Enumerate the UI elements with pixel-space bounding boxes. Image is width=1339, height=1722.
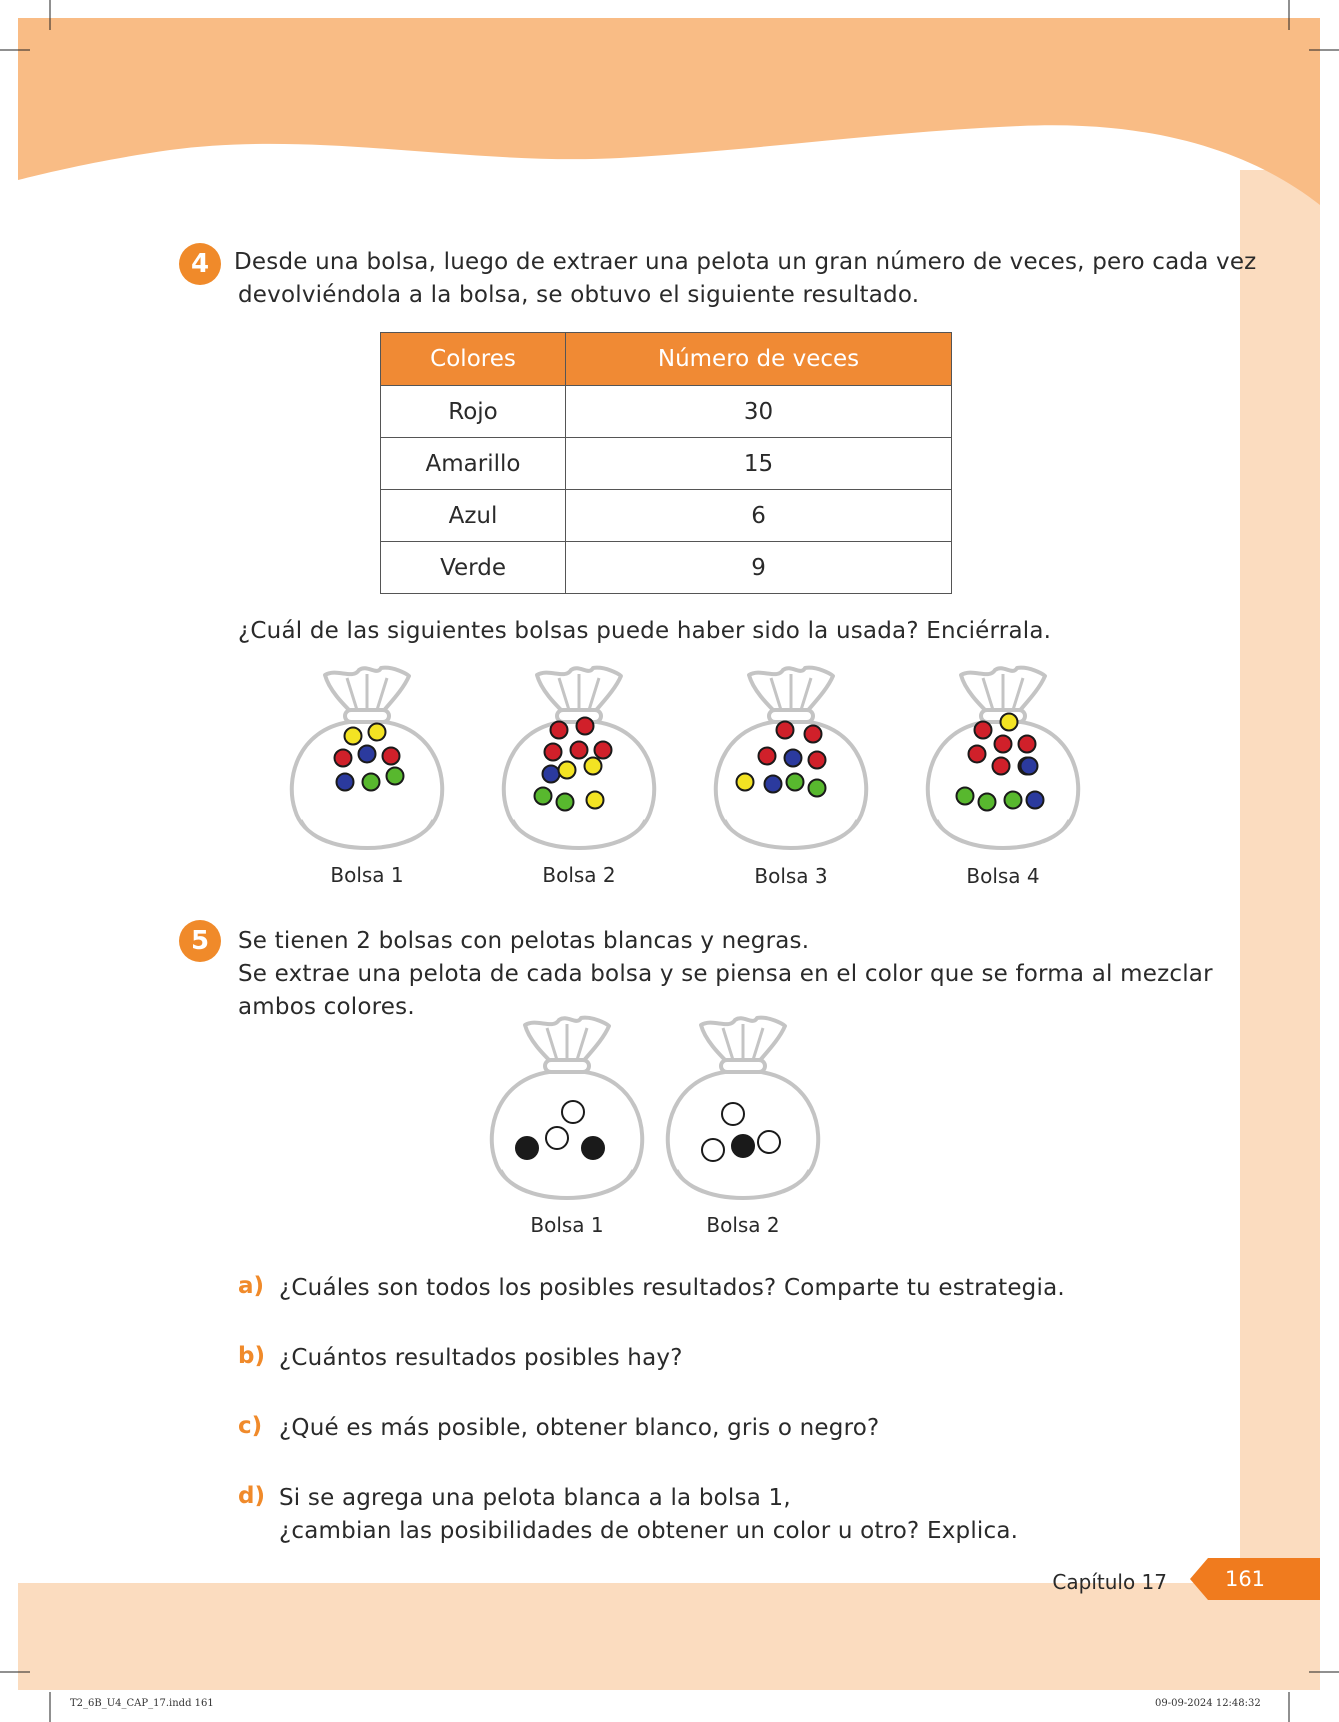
q4-text-line1: Desde una bolsa, luego de extraer una pelota un gran número de veces, pero cada vez	[234, 249, 1257, 275]
ball-red	[809, 752, 826, 769]
ball-green	[363, 774, 380, 791]
ball-red	[577, 718, 594, 735]
ball-red	[969, 746, 986, 763]
q5-bag-label-2: Bolsa 2	[706, 1213, 780, 1237]
ball-yellow	[345, 728, 362, 745]
ball-red	[335, 750, 352, 767]
ball-green	[387, 768, 404, 785]
ball-green	[557, 794, 574, 811]
subq-d-text-line2: ¿cambian las posibilidades de obtener un color u otro? Explica.	[279, 1518, 1019, 1544]
q4-question: ¿Cuál de las siguientes bolsas puede haber sido la usada? Enciérrala.	[238, 618, 1052, 644]
table-cell-color: Azul	[381, 490, 566, 542]
ball-yellow	[737, 774, 754, 791]
q5-line1: Se tienen 2 bolsas con pelotas blancas y negras.	[238, 928, 810, 954]
bag-label-3: Bolsa 3	[754, 864, 828, 888]
question-number-4: 4	[179, 243, 221, 285]
table-row	[381, 490, 952, 542]
subq-b-text: ¿Cuántos resultados posibles hay?	[279, 1345, 683, 1371]
page-number: 161	[1224, 1567, 1266, 1591]
table-row	[381, 438, 952, 490]
table-cell-count: 30	[566, 386, 952, 438]
ball-white	[562, 1101, 584, 1123]
table-row	[381, 542, 952, 594]
ball-blue	[359, 746, 376, 763]
ball-yellow	[585, 758, 602, 775]
ball-red	[975, 722, 992, 739]
table-cell-color: Amarillo	[381, 438, 566, 490]
ball-yellow	[1001, 714, 1018, 731]
q4-text-line2: devolviéndola a la bolsa, se obtuvo el siguiente resultado.	[238, 282, 920, 308]
table-row	[381, 386, 952, 438]
ball-blue	[337, 774, 354, 791]
frequency-table	[380, 332, 952, 594]
subq-c-text: ¿Qué es más posible, obtener blanco, gris o negro?	[279, 1415, 880, 1441]
ball-red	[1019, 736, 1036, 753]
ball-blue	[1021, 758, 1038, 775]
print-slug-date: 09-09-2024 12:48:32	[1155, 1698, 1261, 1709]
ball-blue	[1027, 792, 1044, 809]
ball-black	[582, 1137, 604, 1159]
ball-blue	[543, 766, 560, 783]
q4-bags-illustration[interactable]	[0, 660, 1339, 860]
ball-red	[993, 758, 1010, 775]
ball-green	[535, 788, 552, 805]
ball-yellow	[559, 762, 576, 779]
ball-black	[732, 1135, 754, 1157]
table-header-numero: Número de veces	[566, 333, 952, 386]
ball-red	[545, 744, 562, 761]
question-number-5: 5	[179, 920, 221, 962]
ball-red	[571, 742, 588, 759]
bag-label-4: Bolsa 4	[966, 864, 1040, 888]
table-cell-count: 15	[566, 438, 952, 490]
table-cell-count: 9	[566, 542, 952, 594]
chapter-label: Capítulo 17	[1052, 1570, 1167, 1594]
ball-white	[758, 1131, 780, 1153]
ball-red	[995, 736, 1012, 753]
ball-blue	[785, 750, 802, 767]
ball-red	[595, 742, 612, 759]
bag-label-1: Bolsa 1	[330, 863, 404, 887]
ball-red	[777, 722, 794, 739]
ball-yellow	[369, 724, 386, 741]
ball-green	[957, 788, 974, 805]
ball-green	[787, 774, 804, 791]
q5-bags-illustration	[0, 1010, 1339, 1210]
subq-label-a: a)	[238, 1273, 265, 1299]
ball-red	[805, 726, 822, 743]
ball-red	[759, 748, 776, 765]
ball-white	[722, 1103, 744, 1125]
subq-label-d: d)	[238, 1483, 265, 1509]
bag-label-2: Bolsa 2	[542, 863, 616, 887]
ball-white	[702, 1139, 724, 1161]
ball-green	[979, 794, 996, 811]
ball-black	[516, 1137, 538, 1159]
ball-yellow	[587, 792, 604, 809]
q5-line3: ambos colores.	[238, 994, 415, 1020]
subq-label-b: b)	[238, 1343, 265, 1369]
ball-green	[1005, 792, 1022, 809]
table-cell-color: Verde	[381, 542, 566, 594]
ball-blue	[765, 776, 782, 793]
table-cell-color: Rojo	[381, 386, 566, 438]
ball-red	[551, 722, 568, 739]
subq-d-text-line1: Si se agrega una pelota blanca a la bolsa 1,	[279, 1485, 791, 1511]
table-header-colores: Colores	[381, 333, 566, 386]
subq-a-text: ¿Cuáles son todos los posibles resultados? Comparte tu estrategia.	[279, 1275, 1065, 1301]
ball-white	[546, 1127, 568, 1149]
ball-green	[809, 780, 826, 797]
q5-bag-label-1: Bolsa 1	[530, 1213, 604, 1237]
subq-label-c: c)	[238, 1413, 263, 1439]
q5-line2: Se extrae una pelota de cada bolsa y se piensa en el color que se forma al mezclar	[238, 961, 1213, 987]
print-slug-file: T2_6B_U4_CAP_17.indd 161	[70, 1698, 214, 1709]
ball-red	[383, 748, 400, 765]
right-margin-band	[1240, 170, 1320, 1670]
table-cell-count: 6	[566, 490, 952, 542]
